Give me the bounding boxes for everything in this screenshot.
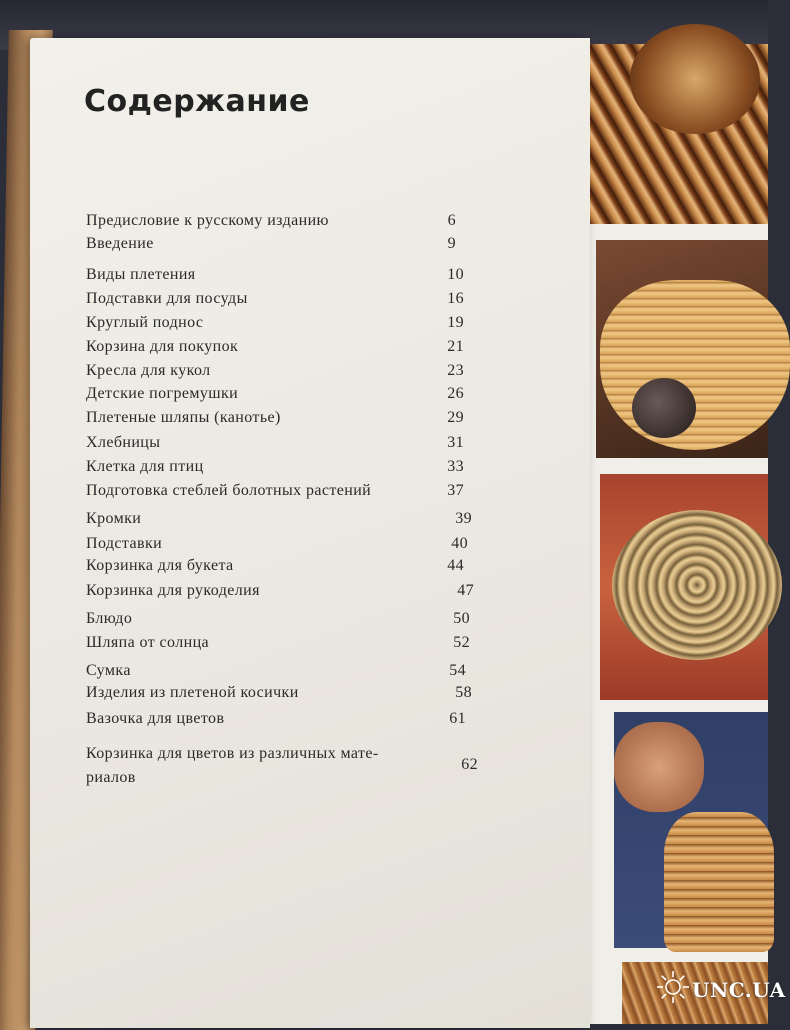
toc-entry bbox=[86, 212, 478, 234]
toc-entry-title: Блюдо bbox=[86, 610, 133, 627]
toc-entry-title: Корзинка для букета bbox=[86, 557, 234, 574]
toc-page-number: 44 bbox=[447, 557, 464, 574]
toc-entry bbox=[86, 482, 478, 504]
toc-page-number: 62 bbox=[461, 756, 478, 773]
toc-entry-title: Корзина для покупок bbox=[86, 338, 239, 355]
toc-entry-title: Сумка bbox=[86, 662, 131, 679]
toc-page-number: 61 bbox=[449, 710, 466, 727]
toc-entry bbox=[86, 266, 478, 288]
toc-entry-title: Изделия из плетеной косички bbox=[86, 684, 299, 701]
toc-entry bbox=[86, 458, 478, 480]
toc-entry-title: Хлебницы bbox=[86, 434, 161, 451]
toc-entry bbox=[86, 535, 478, 557]
toc-entry-title: Кресла для кукол bbox=[86, 362, 211, 379]
toc-entry bbox=[86, 409, 478, 431]
toc-page-number: 52 bbox=[453, 634, 470, 651]
toc-page-number: 29 bbox=[447, 409, 464, 426]
toc-page-number: 37 bbox=[447, 482, 464, 499]
toc-entry-title: Подставки bbox=[86, 535, 163, 552]
sunburst-icon bbox=[656, 970, 690, 1004]
toc-entry bbox=[86, 385, 478, 407]
toc-entry-title: Вазочка для цветов bbox=[86, 710, 225, 727]
toc-entry-title: Подставки для посуды bbox=[86, 290, 248, 307]
toc-entry bbox=[86, 742, 478, 786]
toc-page-number: 6 bbox=[447, 212, 456, 229]
toc-page-number: 58 bbox=[455, 684, 472, 701]
toc-entry-title-continued: риалов bbox=[86, 769, 136, 786]
toc-entry-title: Детские погремушки bbox=[86, 385, 239, 402]
toc-page-number: 26 bbox=[447, 385, 464, 402]
toc-entry bbox=[86, 684, 478, 706]
toc-entry-title: Шляпа от солнца bbox=[86, 634, 210, 651]
toc-page-number: 40 bbox=[451, 535, 468, 552]
toc-entry bbox=[86, 557, 478, 579]
basket-photo bbox=[596, 240, 768, 458]
watermark bbox=[656, 966, 786, 1012]
wicker-plate-photo bbox=[600, 474, 768, 700]
toc-page-number: 50 bbox=[453, 610, 470, 627]
toc-entry bbox=[86, 634, 478, 656]
toc-entry-title: Виды плетения bbox=[86, 266, 196, 283]
toc-entry-title: Введение bbox=[86, 235, 154, 252]
toc-page-number: 31 bbox=[447, 434, 464, 451]
toc-page-number: 16 bbox=[447, 290, 464, 307]
toc-entry-title: Корзинка для цветов из различных мате- bbox=[86, 745, 379, 762]
toc-page-number: 33 bbox=[447, 458, 464, 475]
toc-entry-title: Подготовка стеблей болотных растений bbox=[86, 482, 372, 499]
toc-page-number: 19 bbox=[447, 314, 464, 331]
toc-page-number: 21 bbox=[447, 338, 464, 355]
toc-entry-title: Круглый поднос bbox=[86, 314, 204, 331]
toc-entry-title: Плетеные шляпы (канотье) bbox=[86, 409, 281, 426]
toc-entry-title: Корзинка для рукоделия bbox=[86, 582, 260, 599]
toc-entry bbox=[86, 338, 478, 360]
toc-entry bbox=[86, 290, 478, 312]
toc-page-number: 39 bbox=[455, 510, 472, 527]
toc-entry bbox=[86, 510, 478, 532]
toc-page-number: 47 bbox=[457, 582, 474, 599]
toc-entry bbox=[86, 710, 478, 732]
toc-page-number: 9 bbox=[447, 235, 456, 252]
toc-entry bbox=[86, 362, 478, 384]
toc-entry bbox=[86, 434, 478, 456]
toc-page-number: 10 bbox=[447, 266, 464, 283]
toc-page-number: 23 bbox=[447, 362, 464, 379]
toc-page-number: 54 bbox=[449, 662, 466, 679]
toc-entry-title: Клетка для птиц bbox=[86, 458, 204, 475]
page-title: Содержание bbox=[84, 84, 310, 119]
wicker-weave-photo bbox=[590, 44, 768, 224]
toc-entry-title: Кромки bbox=[86, 510, 142, 527]
toc-entry bbox=[86, 314, 478, 336]
toc-entry bbox=[86, 582, 478, 604]
book-page bbox=[30, 38, 590, 1028]
basket-making-hands-photo bbox=[614, 712, 768, 948]
toc-entry bbox=[86, 610, 478, 632]
toc-entry bbox=[86, 235, 478, 257]
watermark-text: UNC.UA bbox=[692, 978, 786, 1002]
toc-entry bbox=[86, 662, 478, 684]
toc-entry-title: Предисловие к русскому изданию bbox=[86, 212, 329, 229]
